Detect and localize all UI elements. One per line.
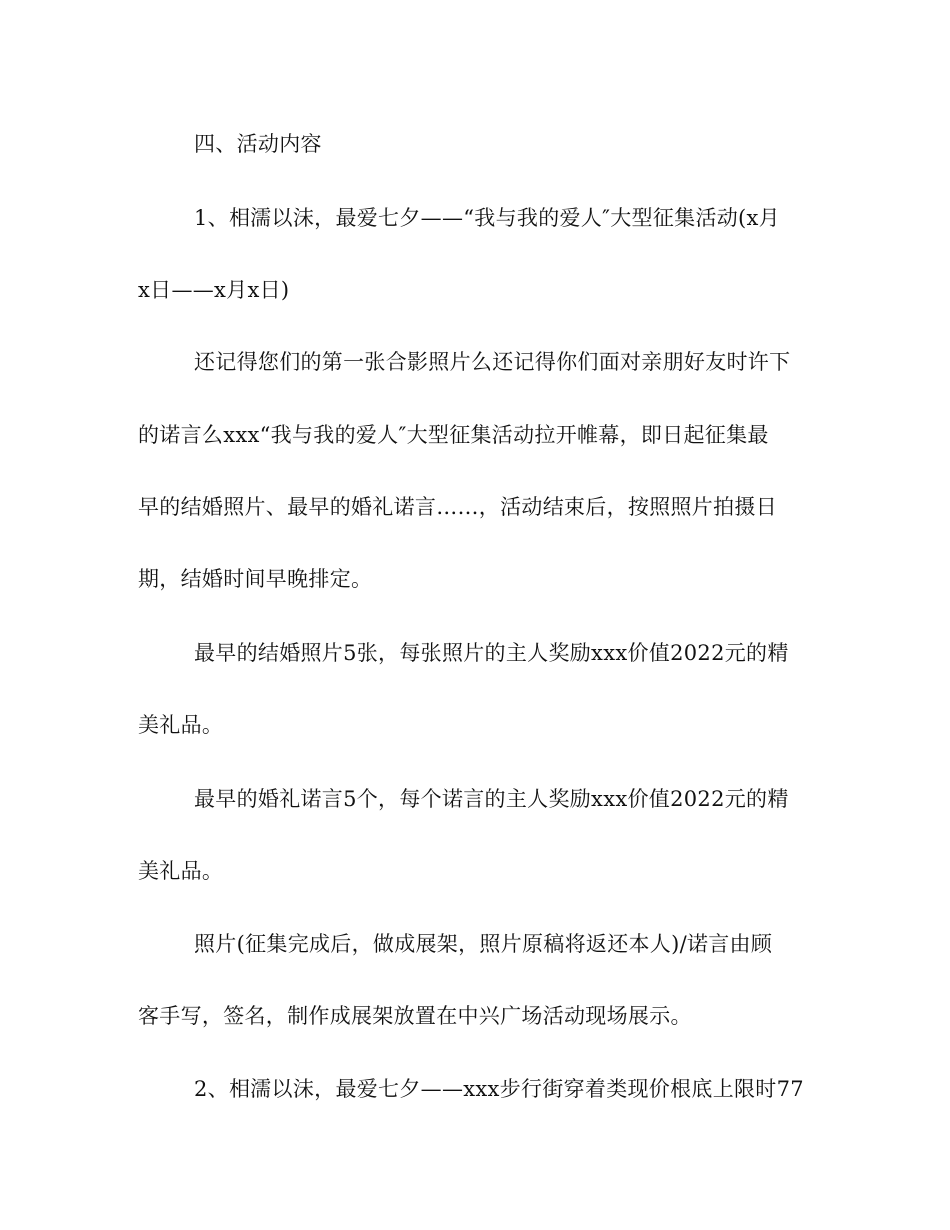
paragraph-line: 最早的结婚照片5张，每张照片的主人奖励xxx价值2022元的精 bbox=[194, 641, 789, 665]
paragraph-line: 1、相濡以沫，最爱七夕——“我与我的爱人″大型征集活动(x月 bbox=[194, 206, 780, 230]
section-heading: 四、活动内容 bbox=[194, 132, 322, 156]
paragraph-line: 最早的婚礼诺言5个，每个诺言的主人奖励xxx价值2022元的精 bbox=[194, 787, 789, 811]
paragraph-line: 期，结婚时间早晚排定。 bbox=[138, 567, 373, 591]
paragraph-line: 美礼品。 bbox=[138, 713, 224, 737]
paragraph-line: 客手写，签名，制作成展架放置在中兴广场活动现场展示。 bbox=[138, 1004, 692, 1028]
paragraph-line: 还记得您们的第一张合影照片么还记得你们面对亲朋好友时许下 bbox=[194, 350, 791, 374]
paragraph-line: 的诺言么xxx“我与我的爱人″大型征集活动拉开帷幕，即日起征集最 bbox=[138, 423, 769, 447]
paragraph-line: 照片(征集完成后，做成展架，照片原稿将返还本人)/诺言由顾 bbox=[194, 932, 773, 956]
paragraph-line: 2、相濡以沫，最爱七夕——xxx步行街穿着类现价根底上限时77 bbox=[194, 1077, 804, 1101]
paragraph-line: 美礼品。 bbox=[138, 859, 224, 883]
paragraph-line: x日——x月x日) bbox=[138, 278, 290, 302]
paragraph-line: 早的结婚照片、最早的婚礼诺言……，活动结束后，按照照片拍摄日 bbox=[138, 495, 777, 519]
